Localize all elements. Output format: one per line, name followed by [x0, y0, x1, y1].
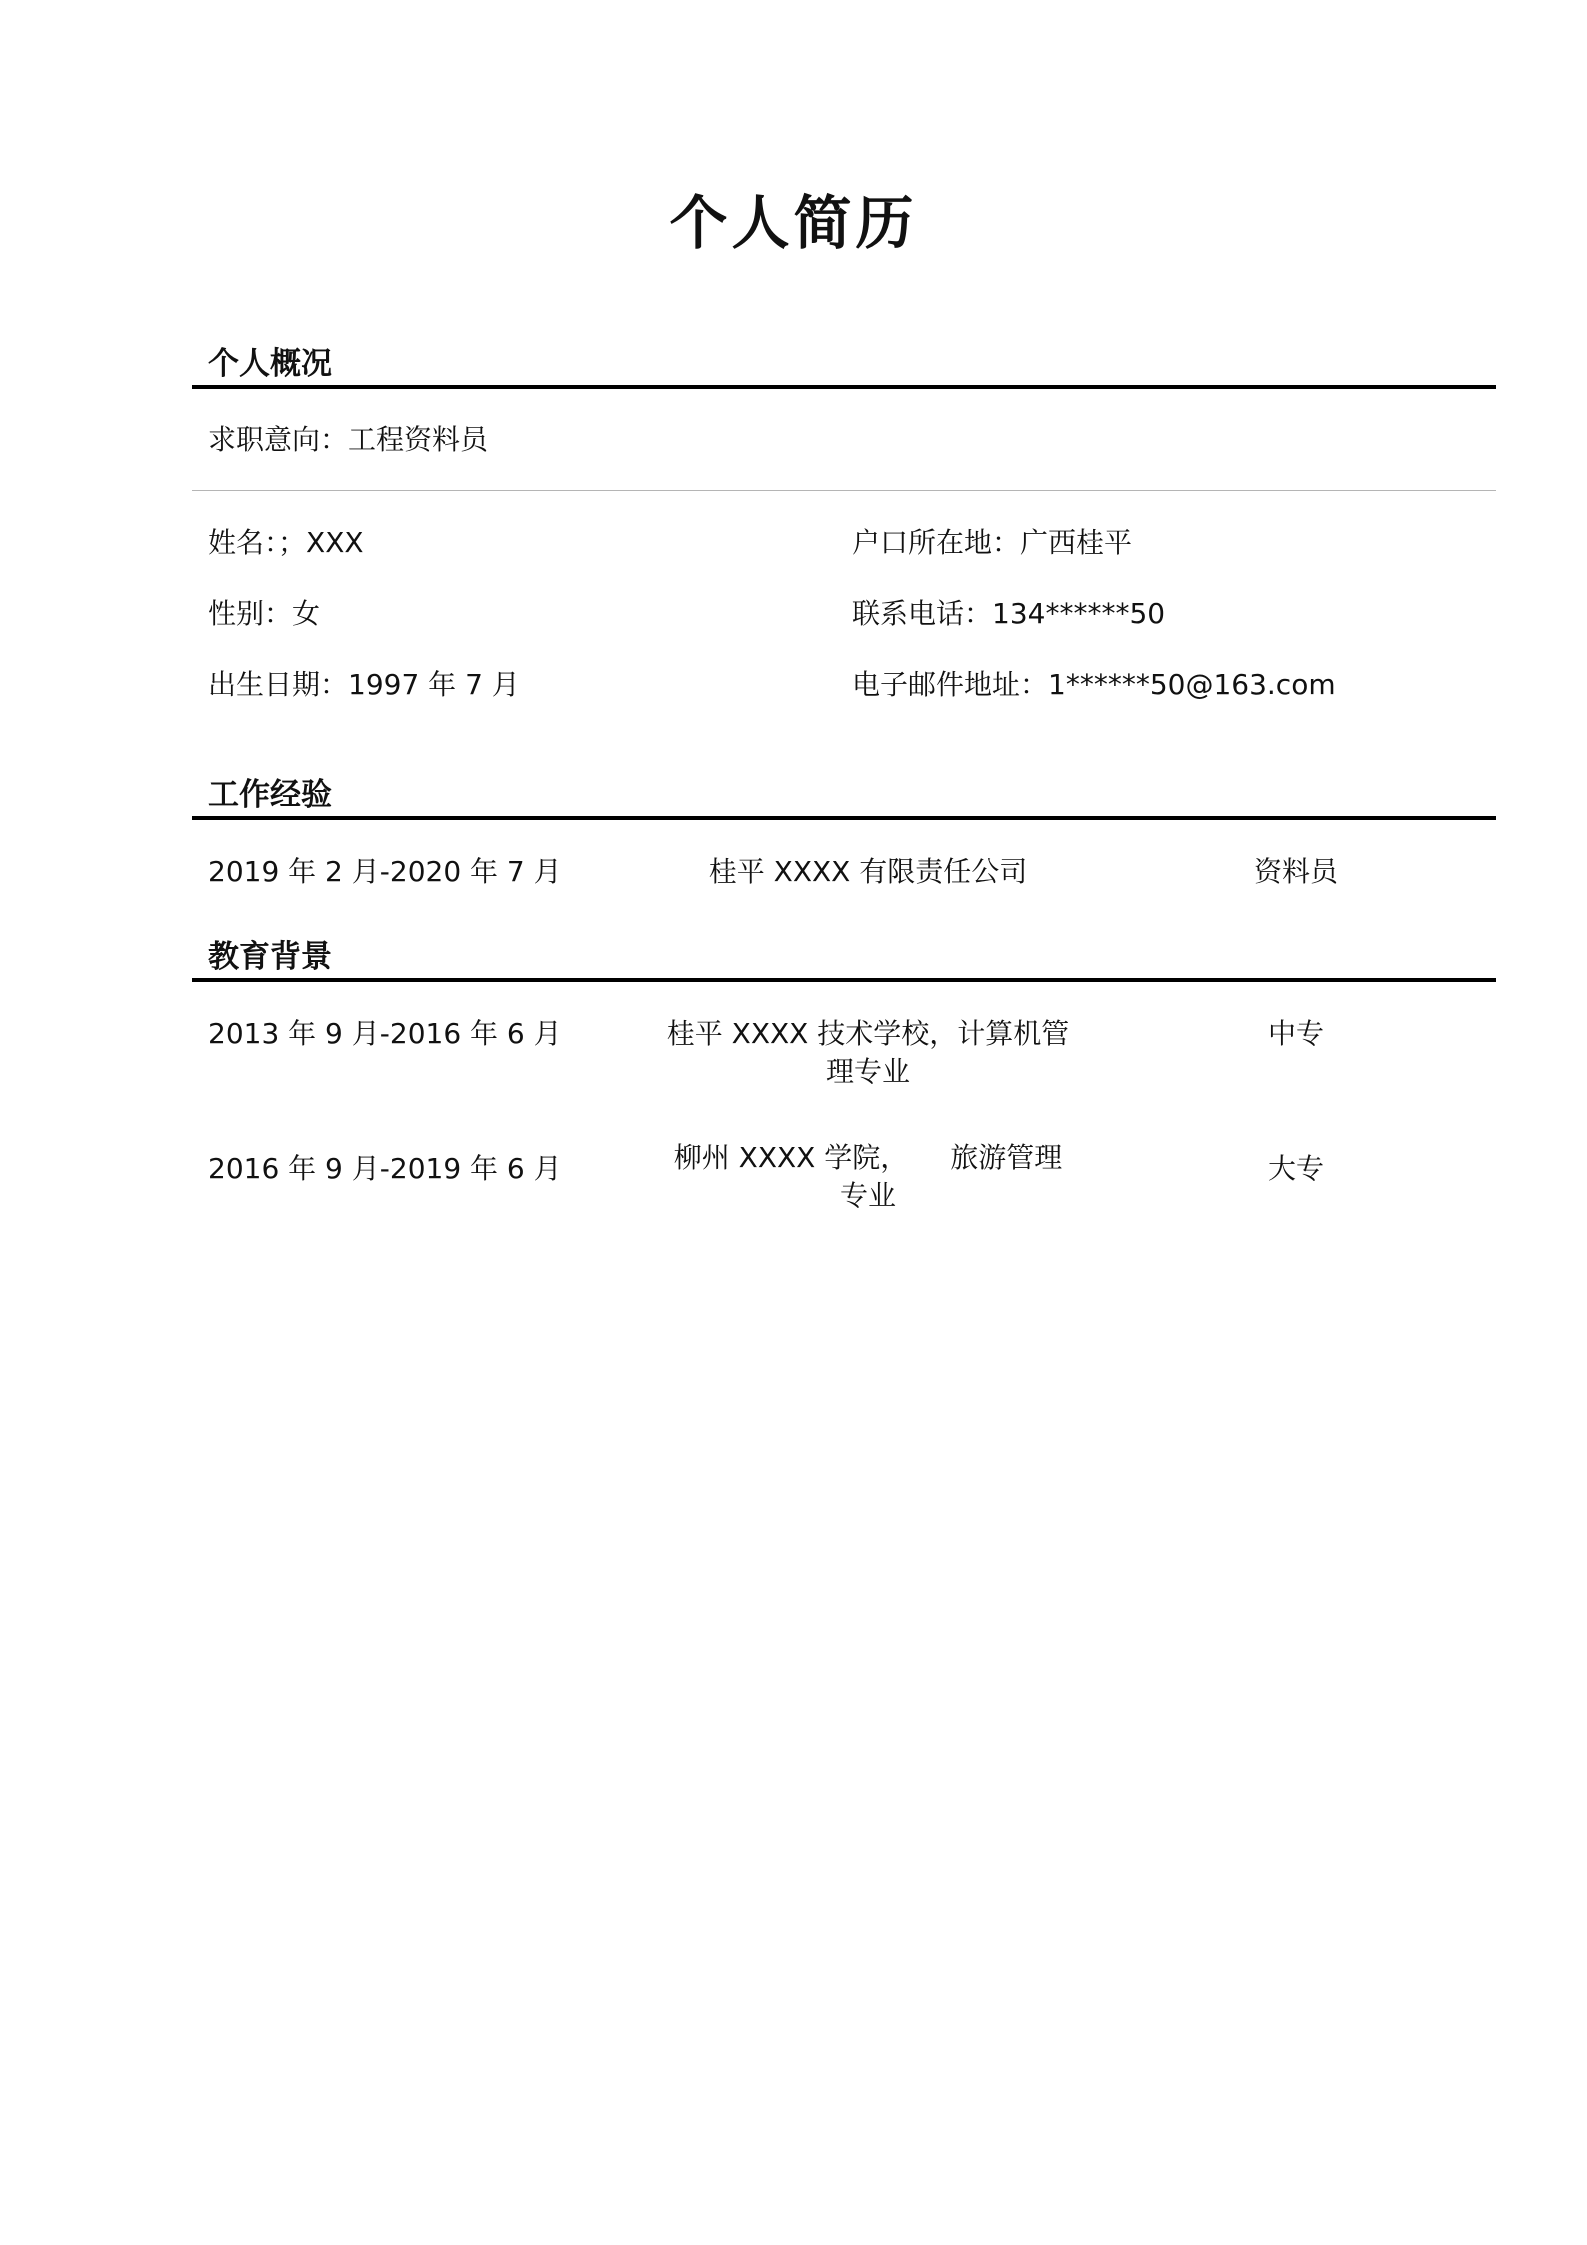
phone-field [852, 596, 1165, 632]
email-label: 电子邮件地址： [852, 668, 1049, 701]
birth-value: 1997 年 7 月 [348, 668, 520, 701]
page-title: 个人简历 [669, 189, 918, 257]
name-value: ；XXX [278, 526, 364, 559]
name-label: 姓名： [208, 526, 279, 559]
gender-value: 女 [292, 597, 321, 630]
hukou-label: 户口所在地： [852, 526, 1021, 559]
hukou-field [852, 525, 1132, 561]
education-level: 大专 [1267, 1152, 1324, 1185]
hukou-value: 广西桂平 [1020, 526, 1133, 559]
name-field [208, 525, 364, 561]
section-heading-work: 工作经验 [208, 777, 332, 813]
birth-field [208, 667, 520, 703]
job-intent-value: 工程资料员 [348, 423, 489, 456]
education-school-line2: 专业 [839, 1179, 896, 1212]
work-company: 桂平 XXXX 有限责任公司 [708, 855, 1028, 888]
section-divider-education [192, 978, 1496, 982]
section-heading-education: 教育背景 [208, 939, 332, 975]
section-heading-profile: 个人概况 [208, 346, 332, 382]
section-divider-profile [192, 385, 1496, 389]
education-period: 2016 年 9 月-2019 年 6 月 [208, 1152, 562, 1185]
work-period: 2019 年 2 月-2020 年 7 月 [208, 855, 562, 888]
job-intent [208, 422, 488, 458]
job-intent-label: 求职意向： [208, 423, 349, 456]
email-value: 1******50@163.com [1048, 668, 1336, 701]
phone-label: 联系电话： [852, 597, 993, 630]
education-school-line1: 柳州 XXXX 学院， 旅游管理 [673, 1141, 1063, 1174]
education-period: 2013 年 9 月-2016 年 6 月 [208, 1017, 562, 1050]
gender-field [208, 596, 320, 632]
education-school-line2: 理专业 [825, 1055, 910, 1088]
education-level: 中专 [1267, 1017, 1324, 1050]
gender-label: 性别： [208, 597, 293, 630]
work-role: 资料员 [1253, 855, 1338, 888]
education-school-line1: 桂平 XXXX 技术学校，计算机管 [666, 1017, 1070, 1050]
section-divider-work [192, 816, 1496, 820]
email-field [852, 667, 1336, 703]
profile-divider [192, 490, 1496, 491]
birth-label: 出生日期： [208, 668, 349, 701]
phone-value: 134******50 [992, 597, 1166, 630]
